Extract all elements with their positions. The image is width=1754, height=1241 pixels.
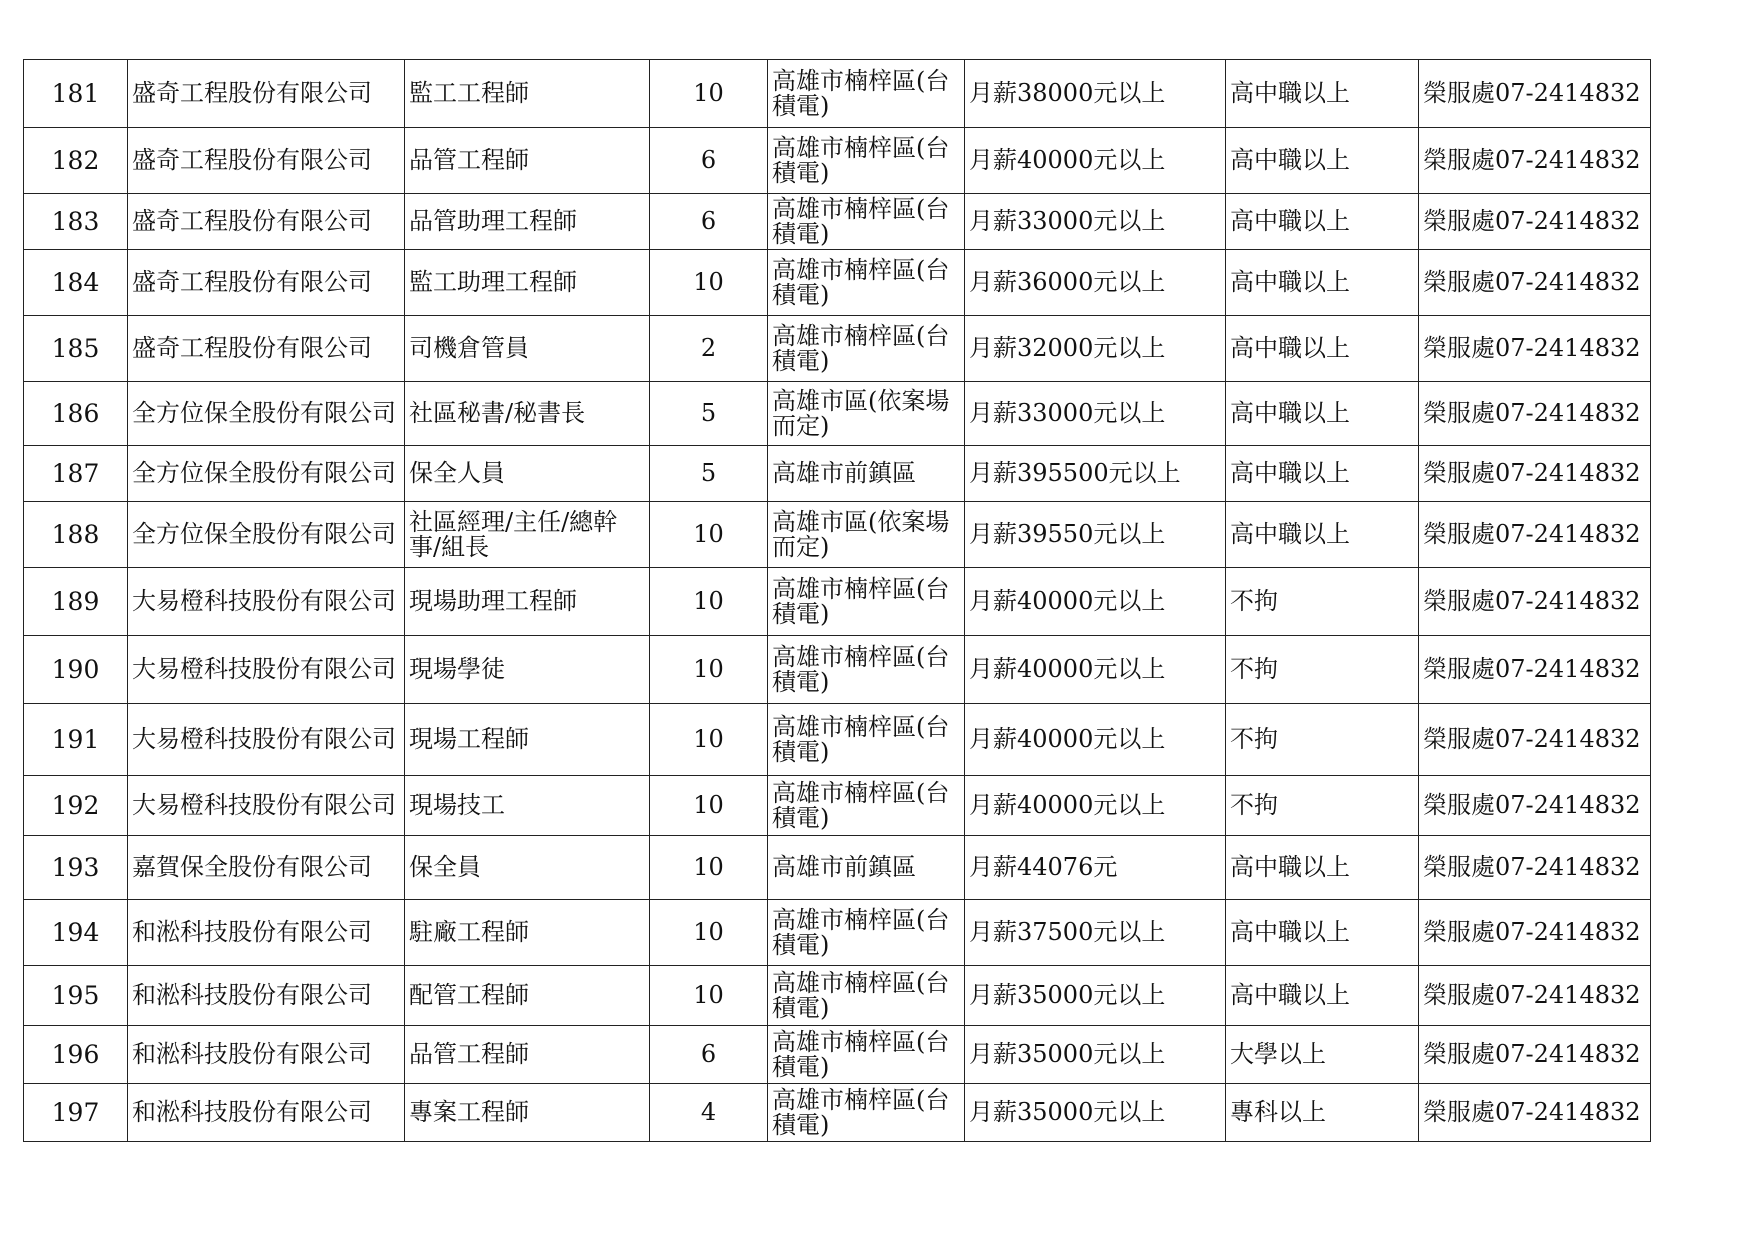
table-row [24,836,1651,900]
company-name-cell: 和淞科技股份有限公司 [128,1084,405,1142]
headcount-cell: 10 [650,704,768,776]
headcount-cell: 4 [650,1084,768,1142]
education-requirement-cell: 專科以上 [1226,1084,1419,1142]
contact-info-cell: 榮服處07-2414832 [1419,636,1651,704]
job-table-body [24,60,1651,1142]
contact-info-cell: 榮服處07-2414832 [1419,776,1651,836]
salary-cell: 月薪36000元以上 [965,250,1226,316]
row-number-cell: 197 [24,1084,128,1142]
contact-info-cell: 榮服處07-2414832 [1419,568,1651,636]
job-title-cell: 現場技工 [405,776,650,836]
education-requirement-cell: 大學以上 [1226,1026,1419,1084]
education-requirement-cell: 高中職以上 [1226,60,1419,128]
education-requirement-cell: 高中職以上 [1226,382,1419,446]
work-location-cell: 高雄市楠梓區(台積電) [768,900,965,966]
work-location-cell: 高雄市楠梓區(台積電) [768,128,965,194]
company-name-cell: 大易橙科技股份有限公司 [128,568,405,636]
contact-info-cell: 榮服處07-2414832 [1419,316,1651,382]
salary-cell: 月薪40000元以上 [965,128,1226,194]
salary-cell: 月薪35000元以上 [965,1026,1226,1084]
job-title-cell: 保全人員 [405,446,650,502]
salary-cell: 月薪40000元以上 [965,776,1226,836]
education-requirement-cell: 高中職以上 [1226,502,1419,568]
job-title-cell: 現場工程師 [405,704,650,776]
work-location-cell: 高雄市楠梓區(台積電) [768,250,965,316]
company-name-cell: 全方位保全股份有限公司 [128,382,405,446]
row-number-cell: 188 [24,502,128,568]
table-row [24,704,1651,776]
job-title-cell: 保全員 [405,836,650,900]
job-title-cell: 品管助理工程師 [405,194,650,250]
job-title-cell: 配管工程師 [405,966,650,1026]
salary-cell: 月薪33000元以上 [965,194,1226,250]
row-number-cell: 182 [24,128,128,194]
salary-cell: 月薪35000元以上 [965,966,1226,1026]
salary-cell: 月薪38000元以上 [965,60,1226,128]
education-requirement-cell: 高中職以上 [1226,128,1419,194]
work-location-cell: 高雄市區(依案場而定) [768,502,965,568]
row-number-cell: 189 [24,568,128,636]
company-name-cell: 和淞科技股份有限公司 [128,1026,405,1084]
company-name-cell: 全方位保全股份有限公司 [128,446,405,502]
company-name-cell: 和淞科技股份有限公司 [128,900,405,966]
work-location-cell: 高雄市楠梓區(台積電) [768,60,965,128]
job-title-cell: 品管工程師 [405,128,650,194]
table-row [24,636,1651,704]
job-title-cell: 現場學徒 [405,636,650,704]
job-title-cell: 駐廠工程師 [405,900,650,966]
work-location-cell: 高雄市楠梓區(台積電) [768,966,965,1026]
company-name-cell: 大易橙科技股份有限公司 [128,636,405,704]
table-row [24,250,1651,316]
contact-info-cell: 榮服處07-2414832 [1419,502,1651,568]
headcount-cell: 10 [650,250,768,316]
job-title-cell: 現場助理工程師 [405,568,650,636]
company-name-cell: 大易橙科技股份有限公司 [128,704,405,776]
work-location-cell: 高雄市楠梓區(台積電) [768,1084,965,1142]
salary-cell: 月薪40000元以上 [965,568,1226,636]
contact-info-cell: 榮服處07-2414832 [1419,128,1651,194]
headcount-cell: 10 [650,900,768,966]
headcount-cell: 5 [650,382,768,446]
row-number-cell: 190 [24,636,128,704]
contact-info-cell: 榮服處07-2414832 [1419,382,1651,446]
row-number-cell: 194 [24,900,128,966]
work-location-cell: 高雄市前鎮區 [768,836,965,900]
job-title-cell: 品管工程師 [405,1026,650,1084]
table-row [24,194,1651,250]
education-requirement-cell: 不拘 [1226,568,1419,636]
salary-cell: 月薪40000元以上 [965,704,1226,776]
job-title-cell: 專案工程師 [405,1084,650,1142]
headcount-cell: 10 [650,502,768,568]
salary-cell: 月薪39550元以上 [965,502,1226,568]
headcount-cell: 10 [650,568,768,636]
work-location-cell: 高雄市楠梓區(台積電) [768,1026,965,1084]
contact-info-cell: 榮服處07-2414832 [1419,446,1651,502]
company-name-cell: 盛奇工程股份有限公司 [128,128,405,194]
headcount-cell: 10 [650,776,768,836]
row-number-cell: 196 [24,1026,128,1084]
headcount-cell: 5 [650,446,768,502]
job-title-cell: 社區經理/主任/總幹事/組長 [405,502,650,568]
row-number-cell: 186 [24,382,128,446]
row-number-cell: 193 [24,836,128,900]
job-title-cell: 監工助理工程師 [405,250,650,316]
work-location-cell: 高雄市楠梓區(台積電) [768,704,965,776]
company-name-cell: 盛奇工程股份有限公司 [128,250,405,316]
education-requirement-cell: 高中職以上 [1226,966,1419,1026]
salary-cell: 月薪395500元以上 [965,446,1226,502]
contact-info-cell: 榮服處07-2414832 [1419,966,1651,1026]
table-row [24,382,1651,446]
company-name-cell: 嘉賀保全股份有限公司 [128,836,405,900]
table-row [24,128,1651,194]
job-listing-table [23,59,1651,1142]
company-name-cell: 全方位保全股份有限公司 [128,502,405,568]
company-name-cell: 盛奇工程股份有限公司 [128,194,405,250]
contact-info-cell: 榮服處07-2414832 [1419,836,1651,900]
company-name-cell: 盛奇工程股份有限公司 [128,316,405,382]
job-title-cell: 社區秘書/秘書長 [405,382,650,446]
row-number-cell: 181 [24,60,128,128]
row-number-cell: 195 [24,966,128,1026]
row-number-cell: 183 [24,194,128,250]
headcount-cell: 10 [650,836,768,900]
education-requirement-cell: 高中職以上 [1226,194,1419,250]
table-row [24,502,1651,568]
table-row [24,1026,1651,1084]
work-location-cell: 高雄市前鎮區 [768,446,965,502]
education-requirement-cell: 不拘 [1226,776,1419,836]
contact-info-cell: 榮服處07-2414832 [1419,194,1651,250]
work-location-cell: 高雄市楠梓區(台積電) [768,194,965,250]
table-row [24,776,1651,836]
job-title-cell: 司機倉管員 [405,316,650,382]
work-location-cell: 高雄市楠梓區(台積電) [768,776,965,836]
company-name-cell: 和淞科技股份有限公司 [128,966,405,1026]
contact-info-cell: 榮服處07-2414832 [1419,250,1651,316]
row-number-cell: 192 [24,776,128,836]
headcount-cell: 10 [650,966,768,1026]
education-requirement-cell: 高中職以上 [1226,316,1419,382]
salary-cell: 月薪37500元以上 [965,900,1226,966]
headcount-cell: 6 [650,128,768,194]
work-location-cell: 高雄市楠梓區(台積電) [768,568,965,636]
headcount-cell: 2 [650,316,768,382]
education-requirement-cell: 不拘 [1226,704,1419,776]
work-location-cell: 高雄市區(依案場而定) [768,382,965,446]
education-requirement-cell: 高中職以上 [1226,446,1419,502]
headcount-cell: 6 [650,1026,768,1084]
table-row [24,568,1651,636]
contact-info-cell: 榮服處07-2414832 [1419,60,1651,128]
contact-info-cell: 榮服處07-2414832 [1419,1084,1651,1142]
row-number-cell: 191 [24,704,128,776]
salary-cell: 月薪35000元以上 [965,1084,1226,1142]
salary-cell: 月薪44076元 [965,836,1226,900]
row-number-cell: 187 [24,446,128,502]
company-name-cell: 盛奇工程股份有限公司 [128,60,405,128]
work-location-cell: 高雄市楠梓區(台積電) [768,316,965,382]
table-row [24,966,1651,1026]
row-number-cell: 185 [24,316,128,382]
salary-cell: 月薪32000元以上 [965,316,1226,382]
contact-info-cell: 榮服處07-2414832 [1419,704,1651,776]
job-title-cell: 監工工程師 [405,60,650,128]
table-row [24,316,1651,382]
education-requirement-cell: 不拘 [1226,636,1419,704]
table-row [24,900,1651,966]
salary-cell: 月薪40000元以上 [965,636,1226,704]
row-number-cell: 184 [24,250,128,316]
table-row [24,446,1651,502]
contact-info-cell: 榮服處07-2414832 [1419,1026,1651,1084]
work-location-cell: 高雄市楠梓區(台積電) [768,636,965,704]
company-name-cell: 大易橙科技股份有限公司 [128,776,405,836]
contact-info-cell: 榮服處07-2414832 [1419,900,1651,966]
headcount-cell: 10 [650,60,768,128]
headcount-cell: 6 [650,194,768,250]
table-row [24,1084,1651,1142]
education-requirement-cell: 高中職以上 [1226,900,1419,966]
salary-cell: 月薪33000元以上 [965,382,1226,446]
education-requirement-cell: 高中職以上 [1226,836,1419,900]
table-row [24,60,1651,128]
headcount-cell: 10 [650,636,768,704]
education-requirement-cell: 高中職以上 [1226,250,1419,316]
